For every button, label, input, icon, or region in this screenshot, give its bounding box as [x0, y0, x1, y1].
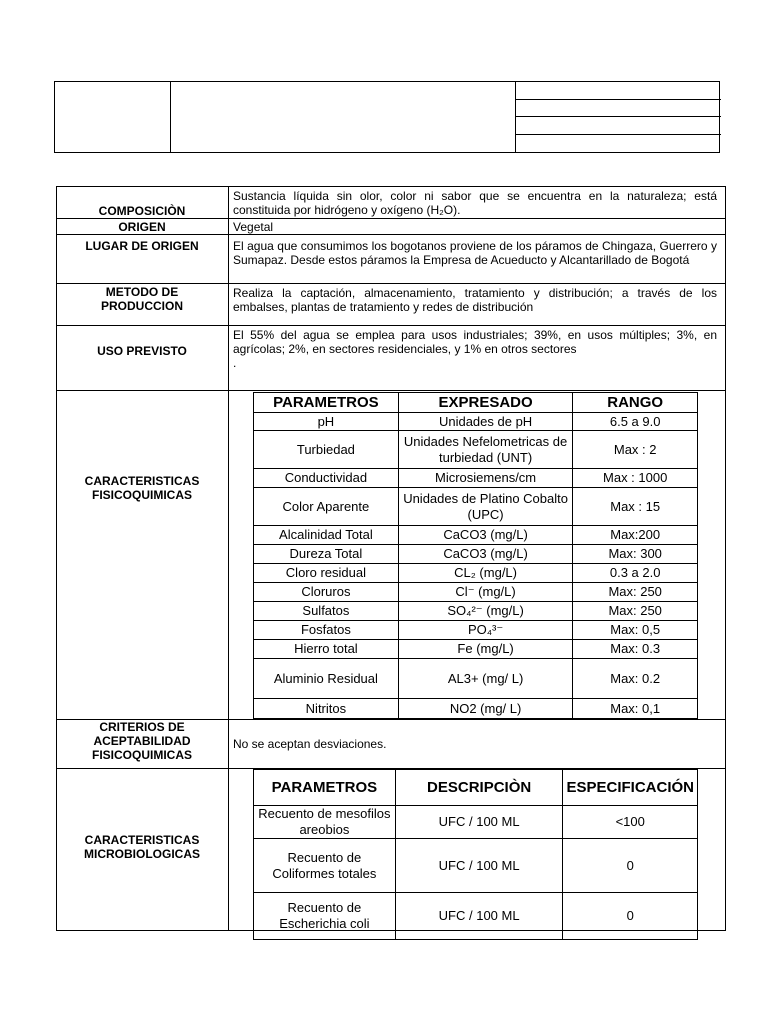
- fisicoquimicas-cell: Aluminio Residual: [254, 659, 399, 699]
- table-row: [254, 839, 698, 893]
- microbiologicas-header-cell: PARAMETROS: [254, 770, 396, 806]
- fisicoquimicas-cell: Unidades de Platino Cobalto (UPC): [398, 488, 573, 526]
- fisicoquimicas-cell: CaCO3 (mg/L): [398, 526, 573, 545]
- header-info-row: [516, 117, 721, 135]
- microbiologicas-cell: 0: [563, 839, 698, 893]
- microbiologicas-table: [253, 769, 698, 940]
- fisicoquimicas-cell: SO₄²⁻ (mg/L): [398, 602, 573, 621]
- fisicoquimicas-cell: Hierro total: [254, 640, 399, 659]
- fisicoquimicas-cell: Max : 15: [573, 488, 698, 526]
- fisicoquimicas-cell: Cloruros: [254, 583, 399, 602]
- fisicoquimicas-cell: PO₄³⁻: [398, 621, 573, 640]
- column-divider: [228, 186, 229, 931]
- uso-label: USO PREVISTO: [97, 344, 187, 358]
- fisicoquimicas-header-row: [254, 393, 698, 413]
- fisicoquimicas-header-cell: PARAMETROS: [254, 393, 399, 413]
- header-info-row: [516, 135, 721, 153]
- criterios-text: No se aceptan desviaciones.: [233, 737, 387, 751]
- fisicoquimicas-header-cell: EXPRESADO: [398, 393, 573, 413]
- row-divider: [56, 390, 726, 391]
- table-row: [254, 893, 698, 940]
- table-row: [254, 602, 698, 621]
- microbiologicas-cell: 0: [563, 893, 698, 940]
- fisicoquimicas-header-cell: RANGO: [573, 393, 698, 413]
- table-row: [254, 545, 698, 564]
- fisicoquimicas-cell: pH: [254, 413, 399, 431]
- table-row: [254, 699, 698, 719]
- fisicoquimicas-cell: Max: 0,5: [573, 621, 698, 640]
- composicion-label: COMPOSICIÒN: [98, 204, 186, 218]
- composicion-text: Sustancia líquida sin olor, color ni sabor que se encuentra en la naturaleza; está constituida por hidrógeno y oxígeno (H₂O).: [233, 189, 717, 217]
- fisicoquimicas-cell: Unidades Nefelometricas de turbiedad (UNT): [398, 431, 573, 469]
- microbiologicas-header-cell: DESCRIPCIÒN: [395, 770, 563, 806]
- table-row: [254, 431, 698, 469]
- fisicoquimicas-cell: Unidades de pH: [398, 413, 573, 431]
- fisicoquimicas-cell: 6.5 a 9.0: [573, 413, 698, 431]
- row-divider: [56, 283, 726, 284]
- fisicoquimicas-cell: NO2 (mg/ L): [398, 699, 573, 719]
- fisicoquimicas-cell: Cl⁻ (mg/L): [398, 583, 573, 602]
- table-row: [254, 806, 698, 839]
- fisicoquimicas-cell: Color Aparente: [254, 488, 399, 526]
- fisicoquimicas-cell: Cloro residual: [254, 564, 399, 583]
- microbiologicas-header-cell: ESPECIFICACIÓN: [563, 770, 698, 806]
- header-logo-cell: [55, 82, 171, 152]
- table-row: [254, 640, 698, 659]
- origen-label: ORIGEN: [118, 220, 166, 234]
- row-divider: [56, 325, 726, 326]
- fisicoquimicas-cell: Max: 0.3: [573, 640, 698, 659]
- header-info-cells: [515, 82, 721, 152]
- lugar-label: LUGAR DE ORIGEN: [85, 239, 199, 253]
- table-row: [254, 583, 698, 602]
- fisicoquimicas-cell: CL₂ (mg/L): [398, 564, 573, 583]
- metodo-text: Realiza la captación, almacenamiento, tratamiento y distribución; a través de los embalses, plantas de tratamiento y redes de distribución: [233, 286, 717, 314]
- microbiologicas-cell: UFC / 100 ML: [395, 806, 563, 839]
- fisicoquimicas-cell: Turbiedad: [254, 431, 399, 469]
- fisicoquimicas-cell: Alcalinidad Total: [254, 526, 399, 545]
- fisicoquimicas-cell: CaCO3 (mg/L): [398, 545, 573, 564]
- microbiologicas-label: CARACTERISTICAS MICROBIOLOGICAS: [84, 833, 200, 861]
- uso-dot: .: [233, 356, 237, 370]
- fisicoquimicas-cell: Conductividad: [254, 469, 399, 488]
- fisicoquimicas-cell: Sulfatos: [254, 602, 399, 621]
- table-row: [254, 564, 698, 583]
- fisicoquimicas-label: CARACTERISTICAS FISICOQUIMICAS: [84, 474, 200, 502]
- origen-text: Vegetal: [233, 220, 274, 234]
- fisicoquimicas-cell: Nitritos: [254, 699, 399, 719]
- microbiologicas-header-row: [254, 770, 698, 806]
- table-row: [254, 413, 698, 431]
- fisicoquimicas-cell: Max: 250: [573, 583, 698, 602]
- row-divider: [56, 218, 726, 219]
- fisicoquimicas-cell: Max: 250: [573, 602, 698, 621]
- fisicoquimicas-cell: Max : 2: [573, 431, 698, 469]
- fisicoquimicas-cell: Fe (mg/L): [398, 640, 573, 659]
- fisicoquimicas-cell: Fosfatos: [254, 621, 399, 640]
- lugar-text: El agua que consumimos los bogotanos proviene de los páramos de Chingaza, Guerrero y Sumapaz. Desde estos páramos la Empresa de Acueducto y Alcantarillado de Bogotá: [233, 239, 717, 267]
- header-info-row: [516, 82, 721, 100]
- fisicoquimicas-cell: Max: 0,1: [573, 699, 698, 719]
- fisicoquimicas-cell: 0.3 a 2.0: [573, 564, 698, 583]
- criterios-label: CRITERIOS DE ACEPTABILIDAD FISICOQUIMICAS: [91, 720, 192, 762]
- microbiologicas-cell: Recuento de Coliformes totales: [254, 839, 396, 893]
- fisicoquimicas-cell: Microsiemens/cm: [398, 469, 573, 488]
- fisicoquimicas-cell: Max: 0.2: [573, 659, 698, 699]
- microbiologicas-cell: Recuento de Escherichia coli: [254, 893, 396, 940]
- microbiologicas-cell: <100: [563, 806, 698, 839]
- fisicoquimicas-cell: Max: 300: [573, 545, 698, 564]
- table-row: [254, 469, 698, 488]
- fisicoquimicas-table: [253, 392, 698, 719]
- header-info-row: [516, 100, 721, 118]
- microbiologicas-cell: UFC / 100 ML: [395, 839, 563, 893]
- fisicoquimicas-cell: Dureza Total: [254, 545, 399, 564]
- fisicoquimicas-cell: AL3+ (mg/ L): [398, 659, 573, 699]
- uso-text: El 55% del agua se emplea para usos industriales; 39%, en usos múltiples; 3%, en agrícolas; 2%, en sectores residenciales, y 1% en otros sectores: [233, 328, 717, 356]
- microbiologicas-cell: UFC / 100 ML: [395, 893, 563, 940]
- row-divider: [56, 234, 726, 235]
- fisicoquimicas-cell: Max:200: [573, 526, 698, 545]
- table-row: [254, 621, 698, 640]
- microbiologicas-cell: Recuento de mesofilos areobios: [254, 806, 396, 839]
- table-row: [254, 659, 698, 699]
- table-row: [254, 526, 698, 545]
- metodo-label: METODO DE PRODUCCION: [100, 285, 183, 313]
- document-header: [54, 81, 720, 153]
- fisicoquimicas-cell: Max : 1000: [573, 469, 698, 488]
- table-row: [254, 488, 698, 526]
